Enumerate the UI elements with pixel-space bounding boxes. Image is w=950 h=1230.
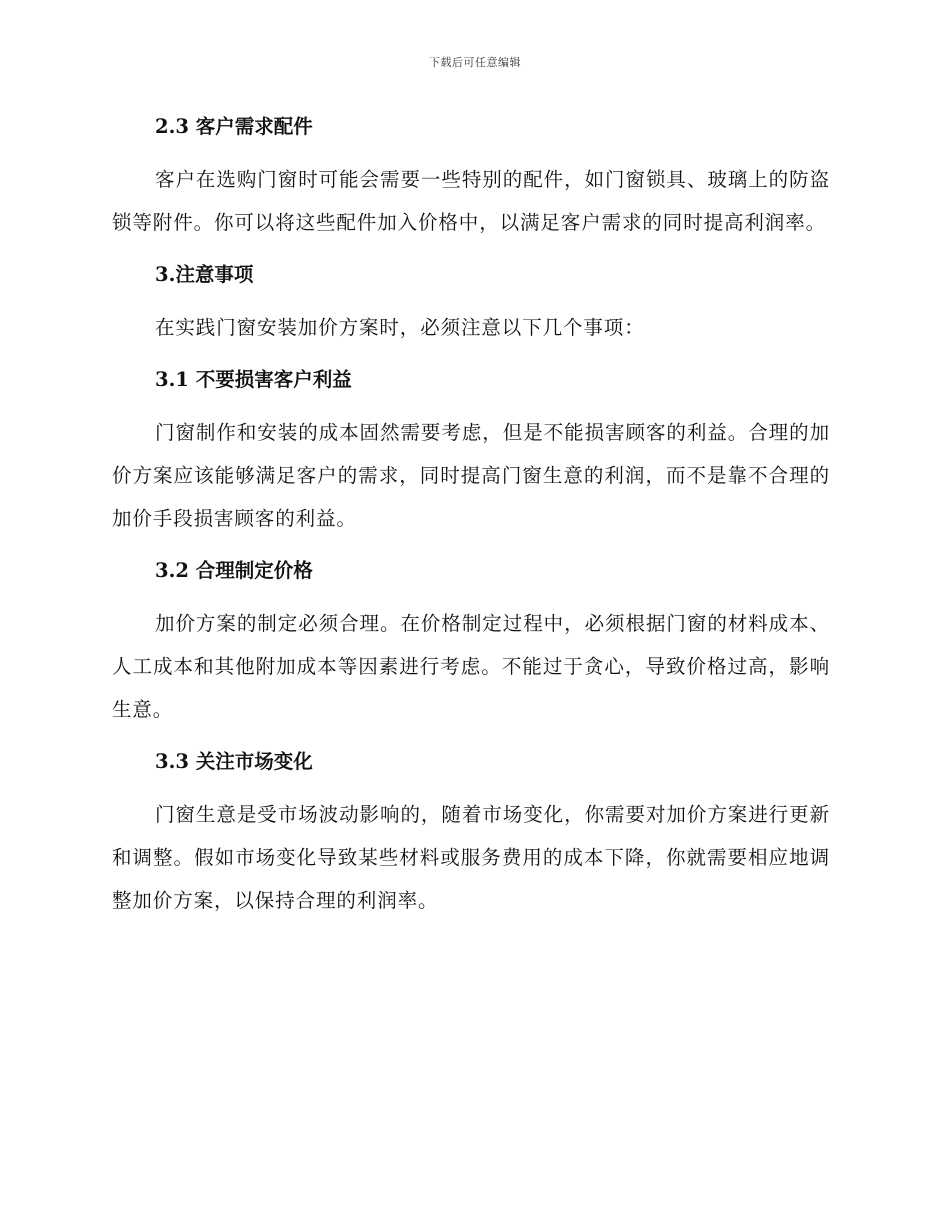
section-heading-3-2: 3.2 合理制定价格 — [155, 559, 313, 582]
section-heading-3: 3.注意事项 — [155, 263, 254, 286]
section-paragraph-3-1: 门窗制作和安装的成本固然需要考虑，但是不能损害顾客的利益。合理的加价方案应该能够满足客户的需求，同时提高门窗生意的利润，而不是靠不合理的加价手段损害顾客的利益。 — [112, 421, 830, 530]
document-body — [112, 108, 830, 922]
section-heading-2-3: 2.3 客户需求配件 — [155, 115, 313, 138]
section-paragraph-3-2: 加价方案的制定必须合理。在价格制定过程中，必须根据门窗的材料成本、人工成本和其他附加成本等因素进行考虑。不能过于贪心，导致价格过高，影响生意。 — [112, 612, 830, 721]
section-paragraph-2-3: 客户在选购门窗时可能会需要一些特别的配件，如门窗锁具、玻璃上的防盗锁等附件。你可以将这些配件加入价格中，以满足客户需求的同时提高利润率。 — [112, 168, 830, 234]
header-note: 下载后可任意编辑 — [429, 56, 521, 69]
section-paragraph-3: 在实践门窗安装加价方案时，必须注意以下几个事项： — [155, 316, 645, 339]
section-heading-3-3: 3.3 关注市场变化 — [155, 750, 313, 773]
section-paragraph-3-3: 门窗生意是受市场波动影响的，随着市场变化，你需要对加价方案进行更新和调整。假如市场变化导致某些材料或服务费用的成本下降，你就需要相应地调整加价方案，以保持合理的利润率。 — [112, 803, 830, 912]
section-heading-3-1: 3.1 不要损害客户利益 — [155, 368, 352, 391]
